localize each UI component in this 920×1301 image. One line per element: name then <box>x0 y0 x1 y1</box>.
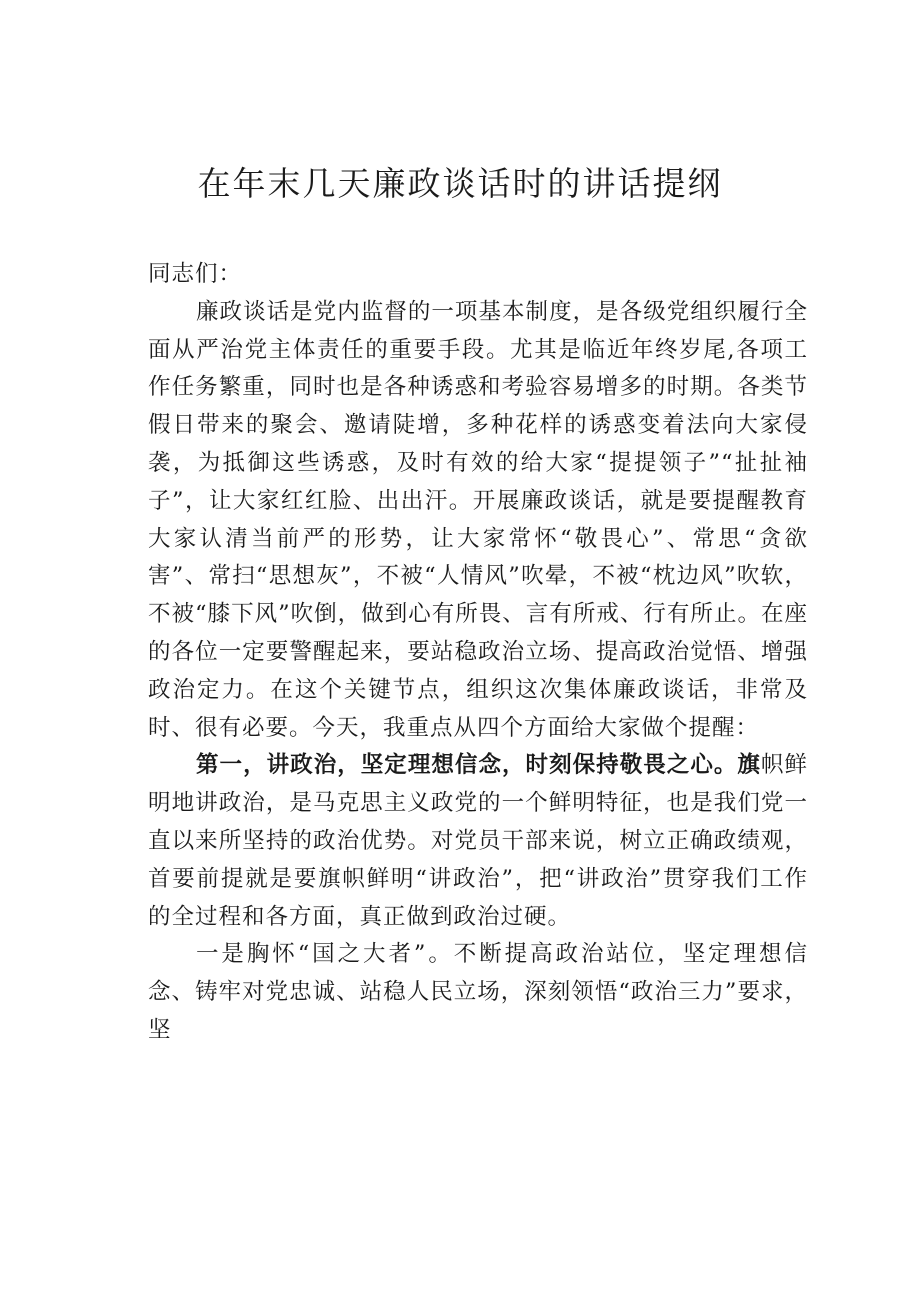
document-body <box>148 256 808 1050</box>
paragraph-intro-text: 廉政谈话是党内监督的一项基本制度，是各级党组织履行全面从严治党主体责任的重要手段。尤其是临近年终岁尾,各项工作任务繁重，同时也是各种诱惑和考验容易增多的时期。各类节假日带来的聚会、邀请陡增，多种花样的诱惑变着法向大家侵袭，为抵御这些诱惑，及时有效的给大家“提提领子”“扯扯袖子”，让大家红红脸、出出汗。开展廉政谈话，就是要提醒教育大家认清当前严的形势，让大家常怀“敬畏心”、常思“贪欲害”、常扫“思想灰”，不被“人情风”吹晕，不被“枕边风”吹软，不被“膝下风”吹倒，做到心有所畏、言有所戒、行有所止。在座的各位一定要警醒起来，要站稳政治立场、提高政治觉悟、增强政治定力。在这个关键节点，组织这次集体廉政谈话，非常及时、很有必要。今天，我重点从四个方面给大家做个提醒： <box>148 298 808 741</box>
salutation: 同志们： <box>148 261 243 287</box>
sub-point-one-text: 一是胸怀“国之大者”。不断提高政治站位，坚定理想信念、铸牢对党忠诚、站稳人民立场，深刻领悟“政治三力”要求，坚 <box>148 941 808 1043</box>
point-one-text: 帜鲜明地讲政治，是马克思主义政党的一个鲜明特征，也是我们党一直以来所坚持的政治优势。对党员干部来说，树立正确政绩观，首要前提就是要旗帜鲜明“讲政治”，把“讲政治”贯穿我们工作的全过程和各方面，真正做到政治过硬。 <box>148 752 808 930</box>
document-title: 在年末几天廉政谈话时的讲话提纲 <box>197 164 723 203</box>
point-one-heading: 第一，讲政治，坚定理想信念，时刻保持敬畏之心。旗 <box>196 752 761 779</box>
paragraph-sub-point-one <box>148 936 808 1049</box>
paragraph-point-one <box>148 747 808 936</box>
paragraph-intro <box>148 294 808 748</box>
